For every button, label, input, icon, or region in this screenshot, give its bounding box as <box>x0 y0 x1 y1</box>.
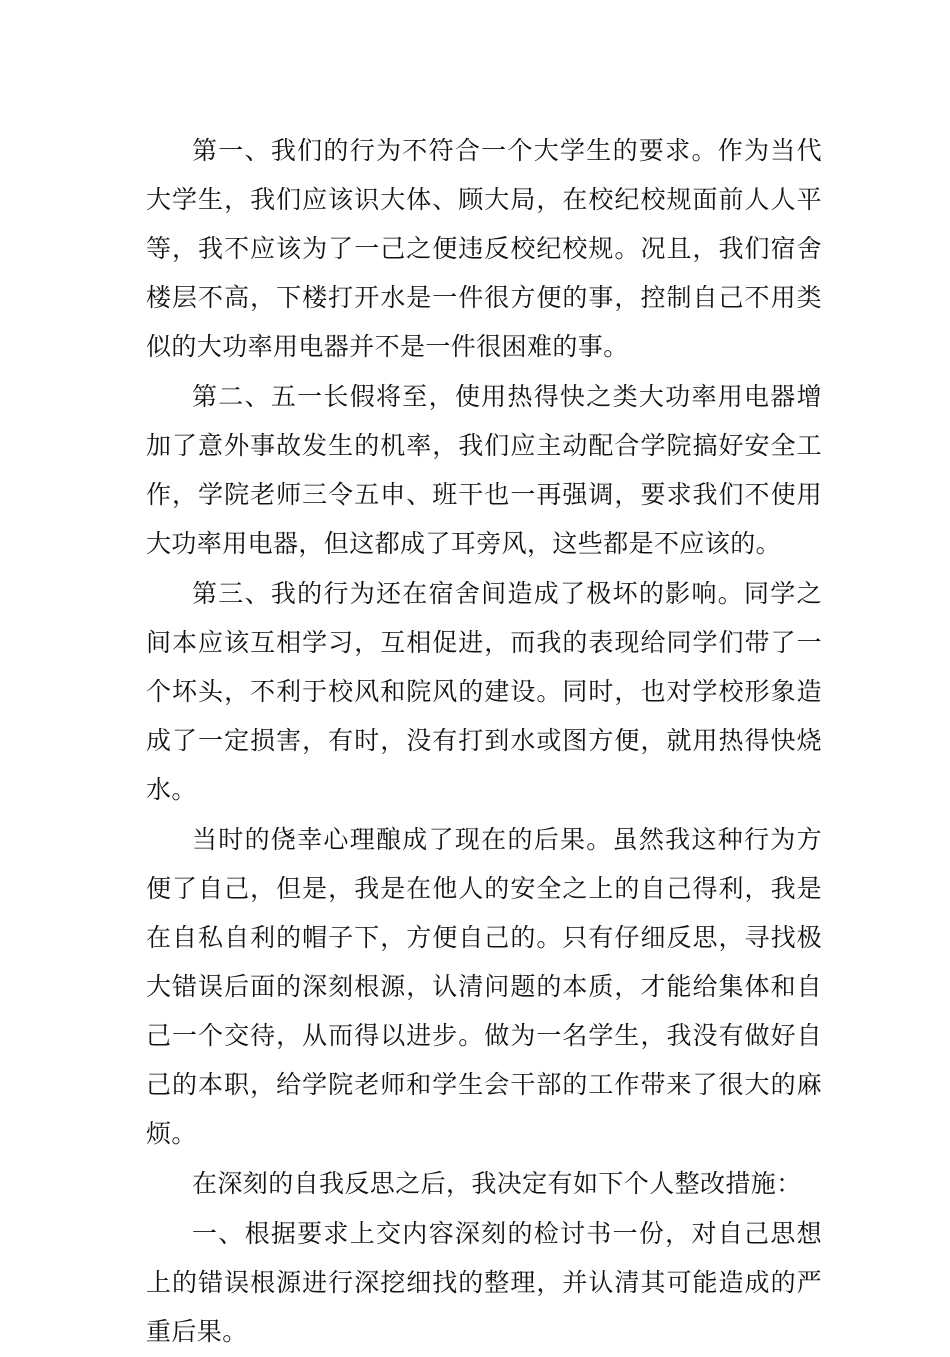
paragraph-5: 在深刻的自我反思之后，我决定有如下个人整改措施： <box>192 1169 802 1198</box>
paragraph-4: 当时的侥幸心理酿成了现在的后果。虽然我这种行为方便了自己，但是，我是在他人的安全之上的自己得利，我是在自私自利的帽子下，方便自己的。只有仔细反思，寻找极大错误后面的深刻根源，认清问题的本质，才能给集体和自己一个交待，从而得以进步。做为一名学生，我没有做好自己的本职，给学院老师和学生会干部的工作带来了很大的麻烦。 <box>146 825 822 1148</box>
document-body <box>146 126 822 1357</box>
paragraph-2: 第二、五一长假将至，使用热得快之类大功率用电器增加了意外事故发生的机率，我们应主动配合学院搞好安全工作，学院老师三令五申、班干也一再强调，要求我们不使用大功率用电器，但这都成了耳旁风，这些都是不应该的。 <box>146 382 822 558</box>
paragraph-6: 一、根据要求上交内容深刻的检讨书一份，对自己思想上的错误根源进行深挖细找的整理，并认清其可能造成的严重后果。 <box>146 1219 822 1346</box>
paragraph-1: 第一、我们的行为不符合一个大学生的要求。作为当代大学生，我们应该识大体、顾大局，在校纪校规面前人人平等，我不应该为了一己之便违反校纪校规。况且，我们宿舍楼层不高，下楼打开水是一件很方便的事，控制自己不用类似的大功率用电器并不是一件很困难的事。 <box>146 136 822 361</box>
paragraph-3: 第三、我的行为还在宿舍间造成了极坏的影响。同学之间本应该互相学习，互相促进，而我的表现给同学们带了一个坏头，不利于校风和院风的建设。同时，也对学校形象造成了一定损害，有时，没有打到水或图方便，就用热得快烧水。 <box>146 579 822 804</box>
